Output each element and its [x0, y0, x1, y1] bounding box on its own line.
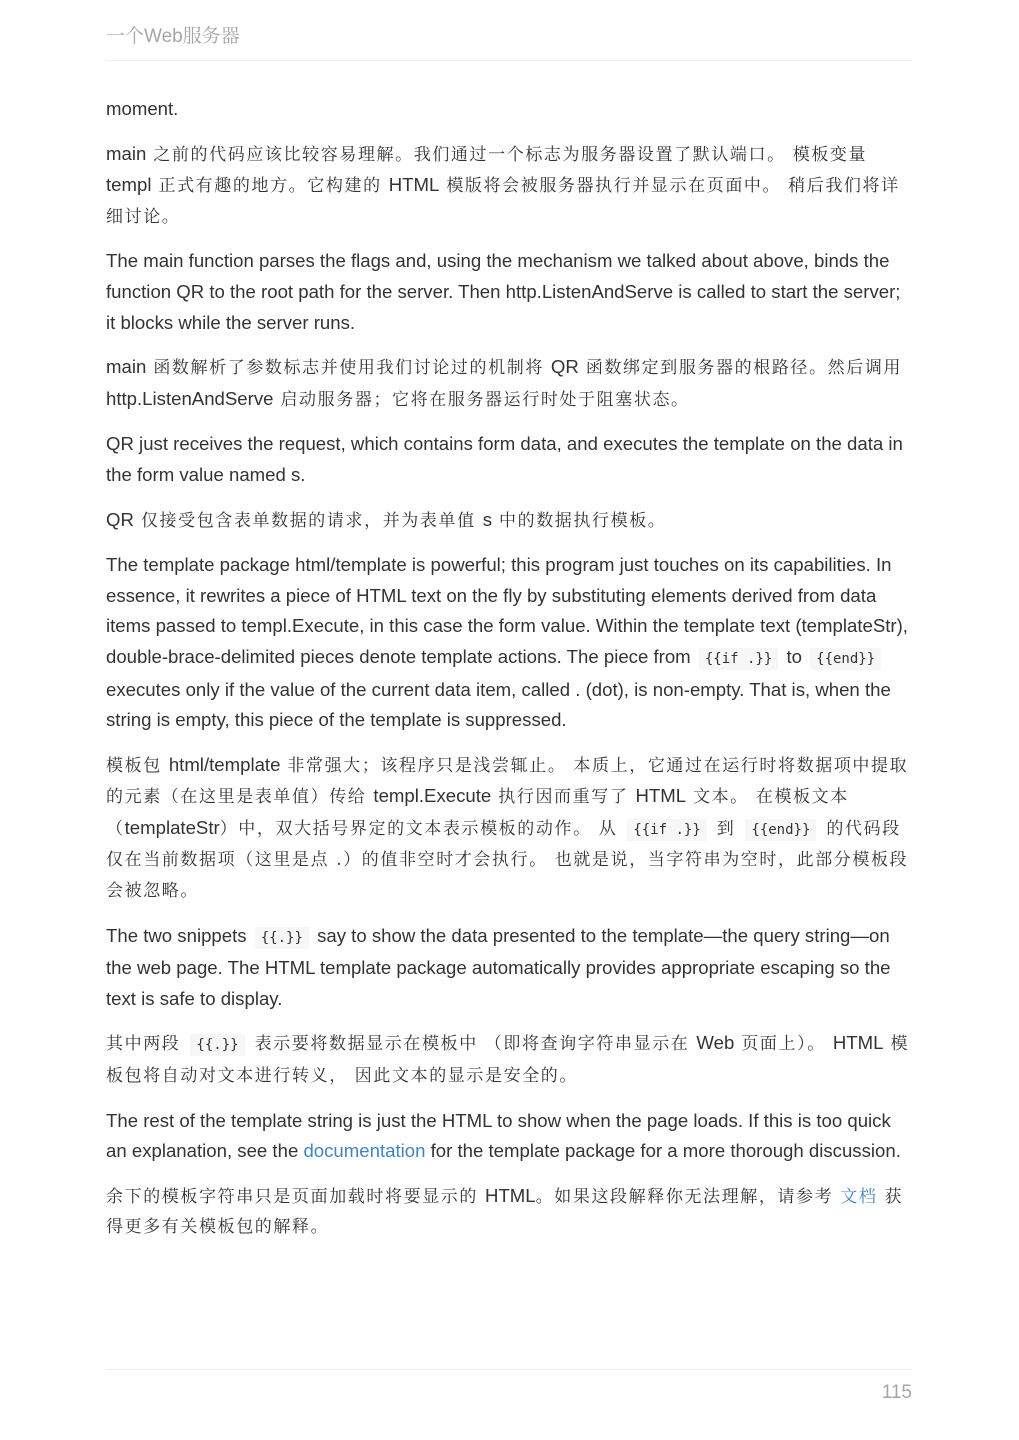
text-segment: for the template package for a more thorough discussion. [425, 1140, 901, 1162]
text-segment: 正式有趣的地方。它构建的 [151, 176, 389, 197]
text-segment: The rest of the template string is just the HTML to show when the page loads. If this is too quick an explanation, see the [106, 1109, 891, 1162]
text-templ-execute: templ.Execute [373, 785, 492, 807]
text-segment: ）中，双大括号界定的文本表示模板的动作。 从 [219, 818, 618, 839]
text-html: HTML [832, 1032, 884, 1054]
paragraph-zh-main-function [106, 352, 914, 415]
inline-code-end: {{end}} [810, 648, 881, 670]
paragraph-en-snippets [106, 921, 914, 1015]
paragraph-zh-main-intro [106, 139, 914, 233]
text-segment: 其中两段 [106, 1034, 181, 1055]
text-segment: 的代码段仅在当前数据项（这里是点 .）的值非空时才会执行。 也就是说，当字符串为空时，此部分模板段会被忽略。 [106, 818, 909, 902]
text-segment: to [786, 645, 802, 667]
text-segment: 模板包将自动对文本进行转义， 因此文本的显示是安全的。 [106, 1034, 910, 1087]
text-segment: The two snippets [106, 924, 247, 946]
text-qr: QR [106, 508, 134, 530]
page-footer [106, 1369, 912, 1403]
text-segment: 中的数据执行模板。 [492, 510, 667, 531]
text-segment: 非常强大；该程序只是浅尝辄止。 本质上，它通过在运行时将数据项中提取的元素（在这里是表单值）传给 [106, 755, 909, 808]
text-web: Web [696, 1032, 735, 1054]
text-main: main [106, 142, 147, 164]
text-qr: QR [550, 356, 579, 378]
paragraph-en-qr: QR just receives the request, which contains form data, and executes the template on the data in the form value named s. [106, 433, 903, 485]
text-segment: 表示要将数据显示在模板中 （即将查询字符串显示在 [254, 1034, 697, 1055]
text-segment: executes only if the value of the current data item, called . (dot), is non-empty. That is, when the string is empty, this piece of the template is suppressed. [106, 678, 891, 731]
text-segment: 仅接受包含表单数据的请求，并为表单值 [133, 510, 483, 531]
text-listenandserve: http.ListenAndServe [106, 387, 274, 409]
page-header [106, 22, 912, 61]
page-number: 115 [881, 1382, 912, 1403]
text-segment: 模板包 [106, 755, 169, 776]
inline-code-end: {{end}} [745, 819, 816, 841]
text-segment: say to show the data presented to the template—the query string—on the web page. The HTML template package automatically provides appropriate escaping so the text is safe to display. [106, 924, 891, 1009]
text-segment: 执行因而重写了 [491, 787, 636, 808]
text-html-template: html/template [168, 753, 281, 775]
paragraph-zh-qr [106, 505, 914, 537]
text-html: HTML [485, 1184, 536, 1206]
documentation-link-zh[interactable]: 文档 [840, 1186, 878, 1207]
text-segment: 模版将会被服务器执行并显示在页面中。 稍后我们将详细讨论。 [106, 176, 900, 227]
paragraph-zh-snippets [106, 1028, 914, 1091]
text-segment: 到 [716, 818, 736, 839]
text-segment: 文本。 在模板文本（ [106, 787, 849, 839]
text-segment: 。如果这段解释你无法理解，请参考 [535, 1186, 841, 1207]
text-segment: 页面上）。 [734, 1034, 833, 1055]
text-segment: 之前的代码应该比较容易理解。我们通过一个标志为服务器设置了默认端口。 模板变量 [146, 144, 868, 165]
text-segment: 启动服务器；它将在服务器运行时处于阻塞状态。 [273, 389, 690, 410]
text-segment: 获得更多有关模板包的解释。 [106, 1186, 904, 1238]
inline-code-if: {{if .}} [699, 648, 778, 670]
text-segment: 函数绑定到服务器的根路径。然后调用 [578, 358, 903, 379]
paragraph-zh-template-package [106, 750, 914, 907]
chapter-title-suffix: 服务器 [182, 25, 240, 47]
inline-code-dot: {{.}} [190, 1034, 244, 1056]
inline-code-dot: {{.}} [255, 927, 309, 949]
paragraph-en-moment: moment. [106, 98, 179, 119]
documentation-link[interactable]: documentation [303, 1140, 426, 1162]
text-templ: templ [106, 174, 152, 196]
text-s: s [482, 508, 492, 530]
text-templatestr: templateStr [124, 816, 220, 838]
page-content [106, 94, 914, 1257]
paragraph-en-template-package [106, 550, 914, 736]
text-segment: 函数解析了参数标志并使用我们讨论过的机制将 [146, 358, 551, 379]
chapter-title-prefix: 一个 [106, 25, 145, 47]
chapter-title [106, 22, 912, 51]
inline-code-if: {{if .}} [627, 819, 706, 841]
paragraph-en-rest [106, 1106, 914, 1167]
paragraph-en-main-function: The main function parses the flags and, using the mechanism we talked about above, binds the function QR to the root path for the server. Then http.ListenAndServe is called to start the server; it blocks while the server runs. [106, 250, 901, 333]
text-html: HTML [635, 785, 687, 807]
text-segment: 余下的模板字符串只是页面加载时将要显示的 [106, 1186, 486, 1207]
text-html: HTML [388, 174, 440, 196]
chapter-title-latin: Web [144, 26, 183, 47]
text-segment: The template package html/template is powerful; this program just touches on its capabilities. In essence, it rewrites a piece of HTML text on the fly by substituting elements derived from data items passed to templ.Execute, in this case the form value. Within the template text (templateStr), double-brace-delimited pieces denote template actions. The piece from [106, 554, 908, 667]
text-main: main [106, 356, 147, 378]
paragraph-zh-rest [106, 1181, 914, 1243]
